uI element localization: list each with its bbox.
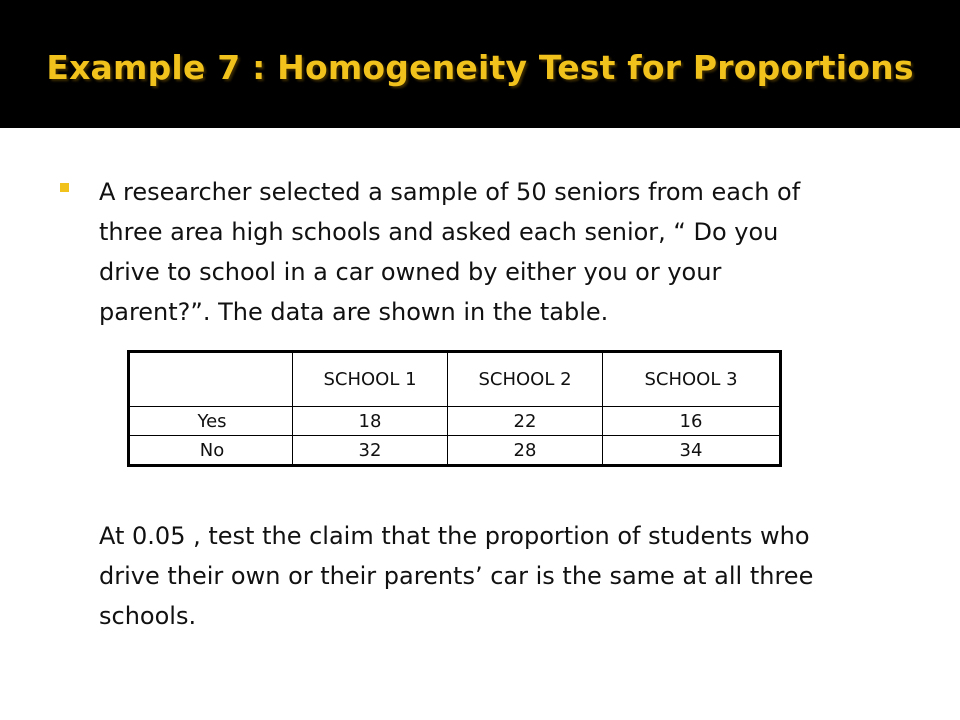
table-header-row: [129, 352, 781, 407]
table-header-cell: SCHOOL 3: [603, 352, 781, 407]
intro-paragraph: [99, 172, 899, 332]
table-cell: 22: [448, 407, 603, 436]
paragraph-line: schools.: [99, 602, 197, 630]
paragraph-line: A researcher selected a sample of 50 seniors from each of: [99, 178, 801, 206]
paragraph-line: At 0.05 , test the claim that the proportion of students who: [99, 522, 810, 550]
paragraph-line: parent?”. The data are shown in the table.: [99, 298, 609, 326]
table-row: [129, 407, 781, 436]
paragraph-line: drive to school in a car owned by either you or your: [99, 258, 722, 286]
table-cell: 32: [293, 436, 448, 466]
slide-content: [0, 128, 960, 720]
table-row: [129, 436, 781, 466]
table-row-label: No: [129, 436, 293, 466]
title-bar: [0, 0, 960, 128]
table-header-cell: [129, 352, 293, 407]
bullet-square-icon: [60, 183, 69, 192]
table-row-label: Yes: [129, 407, 293, 436]
table-header-cell: SCHOOL 1: [293, 352, 448, 407]
survey-data-table: [127, 350, 782, 467]
question-paragraph: [99, 516, 899, 636]
table-cell: 28: [448, 436, 603, 466]
slide-title: Example 7 : Homogeneity Test for Proportions: [46, 48, 914, 87]
table-header-cell: SCHOOL 2: [448, 352, 603, 407]
table-cell: 16: [603, 407, 781, 436]
table-cell: 18: [293, 407, 448, 436]
table-cell: 34: [603, 436, 781, 466]
paragraph-line: drive their own or their parents’ car is the same at all three: [99, 562, 814, 590]
paragraph-line: three area high schools and asked each senior, “ Do you: [99, 218, 779, 246]
